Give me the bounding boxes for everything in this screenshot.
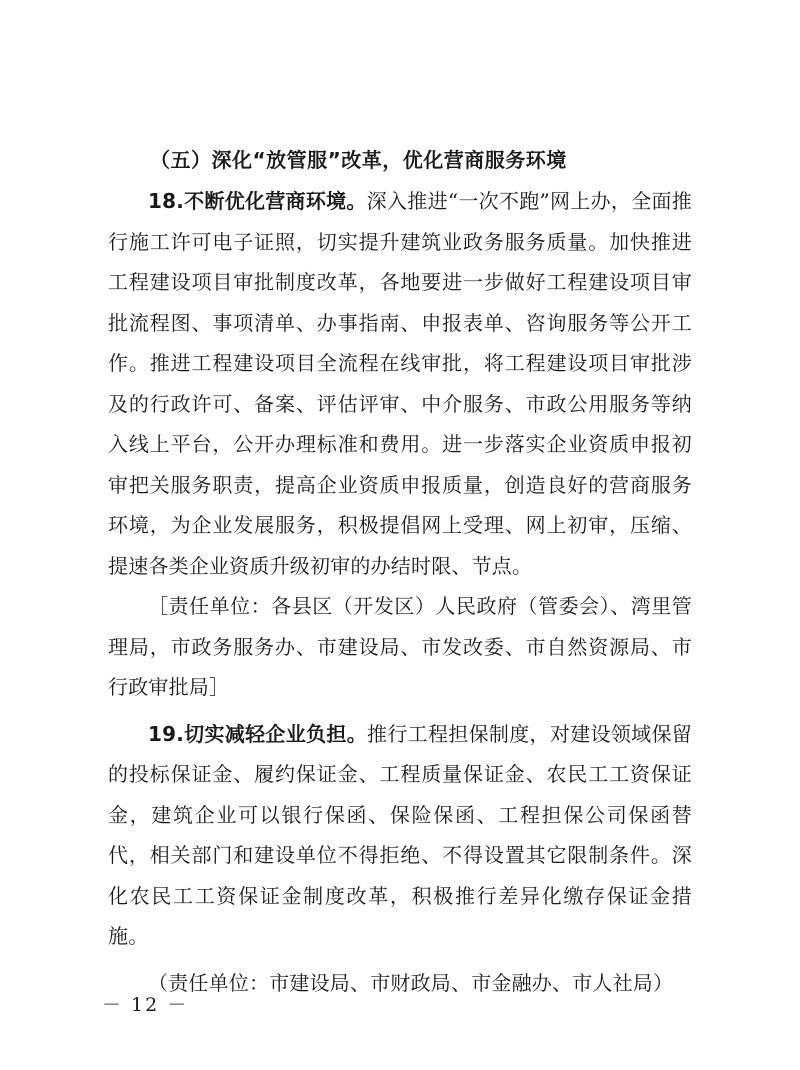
item-18-body: 深入推进“一次不跑”网上办，全面推行施工许可电子证照，切实提升建筑业政务服务质量。加快推进工程建设项目审批制度改革，各地要进一步做好工程建设项目审批流程图、事项清单、办事指南、申报表单、咨询服务等公开工作。推进工程建设项目全流程在线审批，将工程建设项目审批涉及的行政许可、备案、评估评审、中介服务、市政公用服务等纳入线上平台，公开办理标准和费用。进一步落实企业资质申报初审把关服务职责，提高企业资质申报质量，创造良好的营商服务环境，为企业发展服务，积极提倡网上受理、网上初审，压缩、提速各类企业资质升级初审的办结时限、节点。 (108, 189, 692, 578)
item-18-paragraph (108, 181, 692, 586)
item-18-lead: 18.不断优化营商环境。 (148, 189, 367, 213)
item-19-lead: 19.切实减轻企业负担。 (148, 721, 368, 746)
item-18-responsible-units: ［责任单位：各县区（开发区）人民政府（管委会）、湾里管理局，市政务服务办、市建设局、市发改委、市自然资源局、市行政审批局］ (108, 594, 692, 699)
section-heading: （五）深化“放管服”改革，优化营商服务环境 (150, 148, 567, 172)
item-19-paragraph (108, 714, 692, 957)
item-19-body: 推行工程担保制度，对建设领域保留的投标保证金、履约保证金、工程质量保证金、农民工工资保证金，建筑企业可以银行保函、保险保函、工程担保公司保函替代，相关部门和建设单位不得拒绝、不得设置其它限制条件。深化农民工工资保证金制度改革，积极推行差异化缴存保证金措施。 (108, 721, 692, 948)
document-page (108, 140, 692, 1003)
item-19-responsible-units: （责任单位：市建设局、市财政局、市金融办、市人社局） (148, 970, 674, 995)
page-number: － 12 － (102, 994, 189, 1016)
